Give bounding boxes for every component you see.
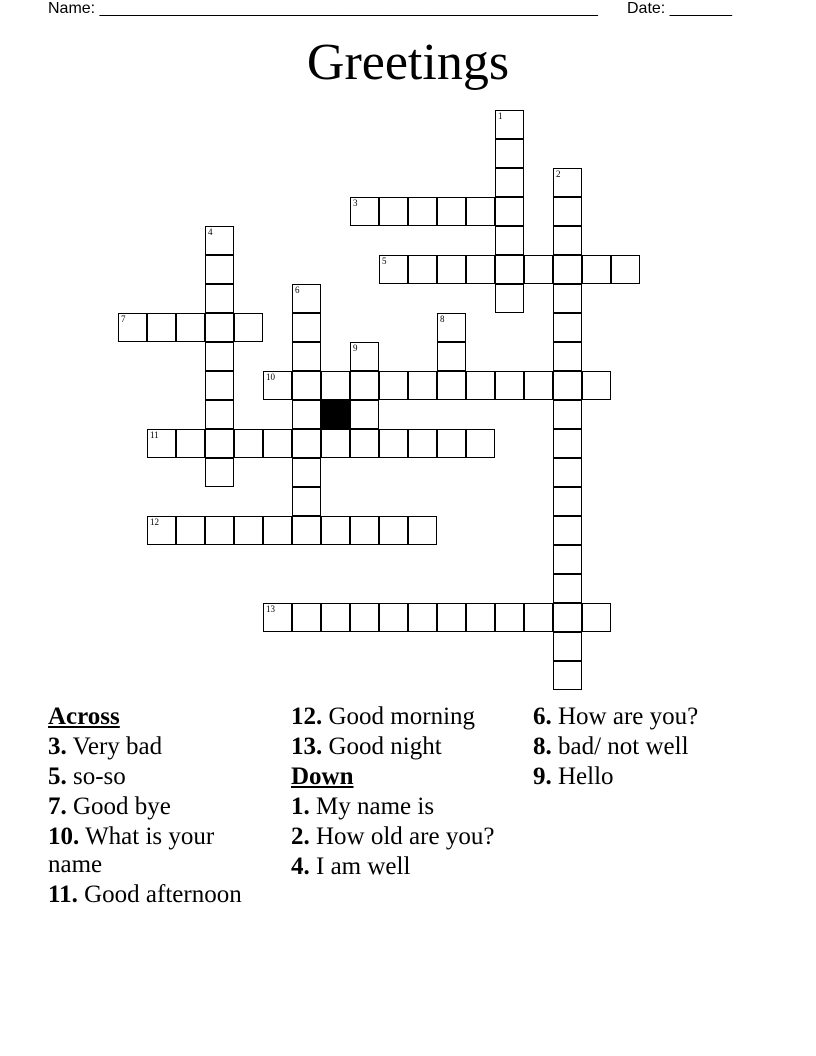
clue-down-9: 9. Hello	[533, 763, 614, 790]
grid-cell[interactable]	[466, 255, 495, 284]
grid-cell[interactable]	[379, 516, 408, 545]
grid-cell-number: 10	[266, 372, 275, 382]
grid-cell-number: 2	[556, 169, 561, 179]
grid-cell[interactable]	[553, 574, 582, 603]
grid-cell[interactable]	[553, 313, 582, 342]
grid-cell[interactable]	[437, 429, 466, 458]
grid-cell[interactable]	[379, 429, 408, 458]
grid-cell[interactable]	[553, 603, 582, 632]
grid-cell[interactable]	[495, 139, 524, 168]
grid-cell[interactable]	[437, 197, 466, 226]
grid-cell[interactable]	[582, 371, 611, 400]
grid-cell[interactable]	[292, 458, 321, 487]
grid-cell[interactable]	[205, 516, 234, 545]
grid-cell[interactable]	[292, 516, 321, 545]
grid-cell[interactable]	[292, 313, 321, 342]
grid-cell[interactable]	[321, 371, 350, 400]
grid-cell[interactable]	[495, 197, 524, 226]
clue-across-12: 12. Good morning	[291, 703, 476, 730]
grid-cell[interactable]	[553, 545, 582, 574]
grid-cell[interactable]	[205, 400, 234, 429]
clue-across-10: 10. What is your name	[48, 823, 215, 878]
grid-cell[interactable]	[553, 516, 582, 545]
clues-column-3	[533, 703, 793, 793]
down-heading: Down	[291, 763, 354, 790]
grid-cell[interactable]	[147, 313, 176, 342]
grid-cell[interactable]	[205, 313, 234, 342]
grid-cell[interactable]	[437, 255, 466, 284]
date-field-label: Date: _______	[627, 0, 732, 17]
grid-cell[interactable]	[553, 168, 582, 197]
grid-cell[interactable]	[321, 516, 350, 545]
grid-cell-number: 8	[440, 314, 445, 324]
grid-cell-number: 11	[150, 430, 159, 440]
grid-cell[interactable]	[205, 429, 234, 458]
grid-cell[interactable]	[553, 661, 582, 690]
clue-down-2: 2. How old are you?	[291, 823, 495, 850]
page-title: Greetings	[306, 34, 510, 91]
grid-cell[interactable]	[350, 342, 379, 371]
grid-cell[interactable]	[408, 371, 437, 400]
grid-block-cell	[321, 400, 350, 429]
grid-cell[interactable]	[234, 516, 263, 545]
grid-cell[interactable]	[292, 400, 321, 429]
grid-cell[interactable]	[147, 429, 176, 458]
grid-cell[interactable]	[205, 371, 234, 400]
grid-cell[interactable]	[263, 603, 292, 632]
clue-down-4: 4. I am well	[291, 853, 411, 880]
grid-cell[interactable]	[553, 632, 582, 661]
grid-cell[interactable]	[437, 371, 466, 400]
grid-cell[interactable]	[553, 284, 582, 313]
grid-cell[interactable]	[408, 516, 437, 545]
grid-cell[interactable]	[553, 255, 582, 284]
grid-cell-number: 3	[353, 198, 358, 208]
grid-cell[interactable]	[176, 516, 205, 545]
grid-cell[interactable]	[553, 197, 582, 226]
grid-cell[interactable]	[118, 313, 147, 342]
clue-across-5: 5. so-so	[48, 763, 126, 790]
grid-cell[interactable]	[495, 255, 524, 284]
grid-cell-number: 13	[266, 604, 275, 614]
grid-cell[interactable]	[205, 284, 234, 313]
grid-cell[interactable]	[466, 371, 495, 400]
grid-cell[interactable]	[350, 371, 379, 400]
grid-cell[interactable]	[495, 284, 524, 313]
grid-cell[interactable]	[292, 342, 321, 371]
grid-cell[interactable]	[495, 110, 524, 139]
grid-cell[interactable]	[524, 255, 553, 284]
grid-cell[interactable]	[205, 342, 234, 371]
grid-cell[interactable]	[234, 429, 263, 458]
grid-cell[interactable]	[408, 603, 437, 632]
clue-across-7: 7. Good bye	[48, 793, 171, 820]
clue-across-13: 13. Good night	[291, 733, 442, 760]
grid-cell[interactable]	[321, 603, 350, 632]
grid-cell[interactable]	[176, 313, 205, 342]
grid-cell[interactable]	[495, 371, 524, 400]
grid-cell[interactable]	[234, 313, 263, 342]
clue-across-11: 11. Good afternoon	[48, 881, 242, 908]
clue-across-3: 3. Very bad	[48, 733, 163, 760]
clues-section	[0, 703, 816, 1043]
grid-cell-number: 6	[295, 285, 300, 295]
grid-cell[interactable]	[292, 487, 321, 516]
grid-cell[interactable]	[466, 197, 495, 226]
grid-cell-number: 7	[121, 314, 126, 324]
grid-cell-number: 12	[150, 517, 159, 527]
clue-down-1: 1. My name is	[291, 793, 435, 820]
across-heading: Across	[48, 703, 120, 730]
name-field-label: Name: ________________________________________________________	[48, 0, 598, 17]
grid-cell[interactable]	[408, 429, 437, 458]
grid-cell[interactable]	[147, 516, 176, 545]
clues-column-2	[291, 703, 511, 883]
grid-cell[interactable]	[437, 313, 466, 342]
grid-cell[interactable]	[408, 255, 437, 284]
grid-cell[interactable]	[379, 603, 408, 632]
grid-cell[interactable]	[553, 226, 582, 255]
grid-cell-number: 4	[208, 227, 213, 237]
grid-cell[interactable]	[321, 429, 350, 458]
grid-cell[interactable]	[524, 603, 553, 632]
grid-cell[interactable]	[553, 487, 582, 516]
grid-cell[interactable]	[263, 429, 292, 458]
grid-cell[interactable]	[292, 284, 321, 313]
grid-cell[interactable]	[466, 429, 495, 458]
grid-cell[interactable]	[176, 429, 205, 458]
grid-cell[interactable]	[350, 603, 379, 632]
grid-cell[interactable]	[408, 197, 437, 226]
grid-cell[interactable]	[553, 371, 582, 400]
grid-cell[interactable]	[495, 603, 524, 632]
grid-cell-number: 9	[353, 343, 358, 353]
grid-cell[interactable]	[553, 342, 582, 371]
grid-cell-number: 1	[498, 111, 503, 121]
grid-cell[interactable]	[582, 603, 611, 632]
grid-cell[interactable]	[495, 168, 524, 197]
grid-cell[interactable]	[524, 371, 553, 400]
grid-cell[interactable]	[292, 371, 321, 400]
grid-cell[interactable]	[205, 255, 234, 284]
grid-cell[interactable]	[350, 516, 379, 545]
grid-cell[interactable]	[495, 226, 524, 255]
grid-cell[interactable]	[553, 458, 582, 487]
grid-cell[interactable]	[350, 197, 379, 226]
grid-cell[interactable]	[263, 371, 292, 400]
grid-cell[interactable]	[205, 458, 234, 487]
clues-column-1	[48, 703, 268, 911]
grid-cell[interactable]	[437, 342, 466, 371]
grid-cell[interactable]	[553, 429, 582, 458]
clue-down-6: 6. How are you?	[533, 703, 699, 730]
grid-cell[interactable]	[437, 603, 466, 632]
grid-cell[interactable]	[379, 255, 408, 284]
grid-cell[interactable]	[292, 603, 321, 632]
grid-cell[interactable]	[263, 516, 292, 545]
grid-cell[interactable]	[379, 371, 408, 400]
clue-down-8: 8. bad/ not well	[533, 733, 689, 760]
grid-cell[interactable]	[582, 255, 611, 284]
grid-cell[interactable]	[379, 197, 408, 226]
grid-cell[interactable]	[553, 400, 582, 429]
grid-cell-number: 5	[382, 256, 387, 266]
grid-cell[interactable]	[205, 226, 234, 255]
grid-cell[interactable]	[466, 603, 495, 632]
grid-cell[interactable]	[292, 429, 321, 458]
grid-cell[interactable]	[611, 255, 640, 284]
grid-cell[interactable]	[350, 429, 379, 458]
grid-cell[interactable]	[350, 400, 379, 429]
